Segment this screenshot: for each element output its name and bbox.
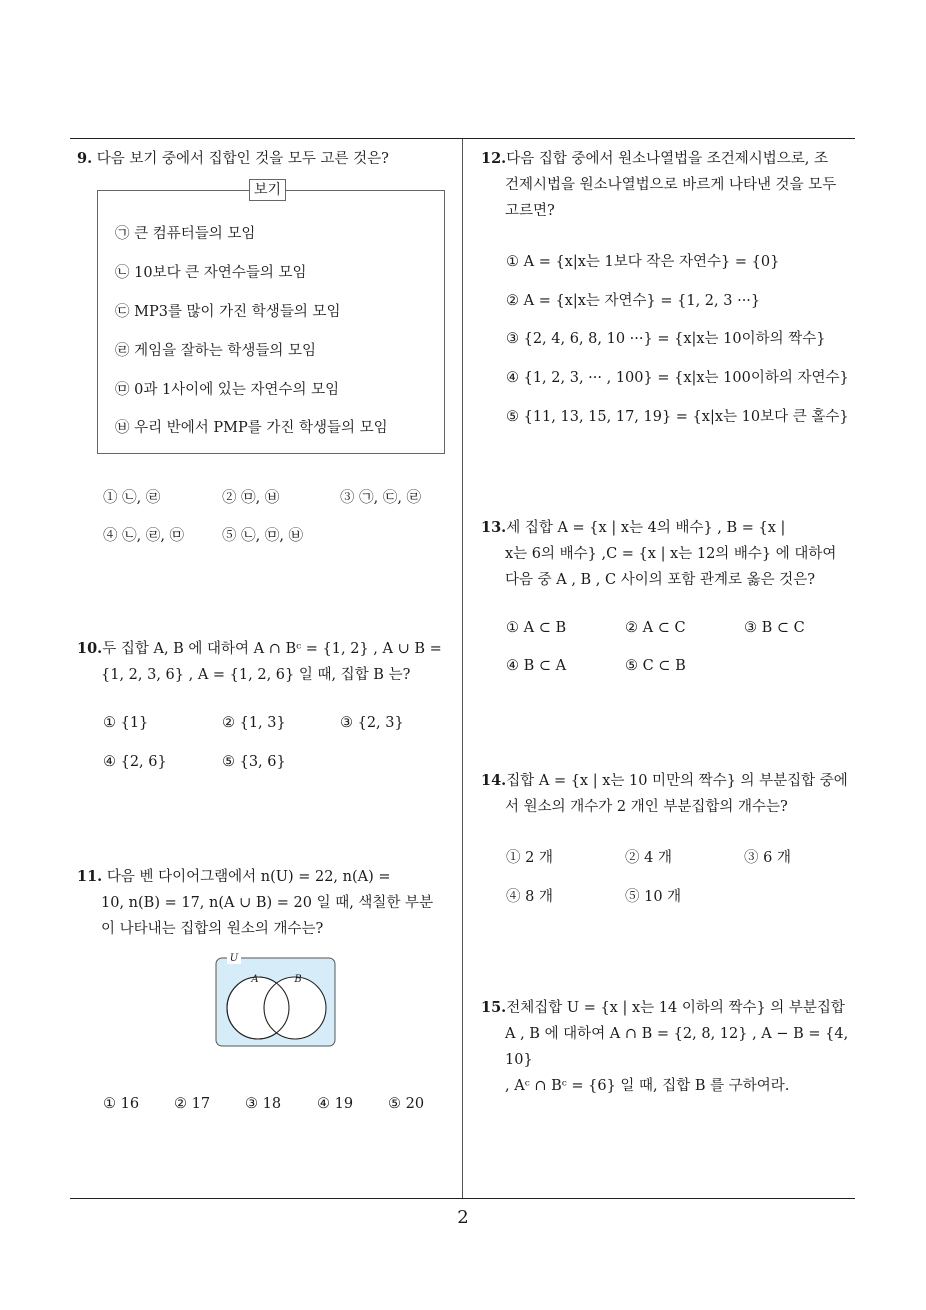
question-9 xyxy=(77,146,457,172)
question-stem-line: 다음 벤 다이어그램에서 n(U) = 22, n(A) = xyxy=(106,869,391,885)
question-stem-line: 두 집합 A, B 에 대하여 A ∩ Bᶜ = {1, 2} , A ∪ B = xyxy=(102,641,442,657)
question-stem-line: 이 나타내는 집합의 원소의 개수는? xyxy=(101,921,324,937)
choice-5[interactable]: ⑤ 10 개 xyxy=(625,889,682,905)
choice-3[interactable]: ③ B ⊂ C xyxy=(744,620,805,636)
question-number: 12. xyxy=(481,150,507,167)
bogi-item: ㉠ 큰 컴퓨터들의 모임 xyxy=(115,226,256,242)
choice-1[interactable]: ① 2 개 xyxy=(506,850,553,866)
choice-1[interactable]: ① ㉡, ㉣ xyxy=(103,490,161,506)
question-10 xyxy=(77,636,459,688)
universe-label: U xyxy=(229,953,239,964)
question-number: 9. xyxy=(77,150,93,167)
bogi-item: ㉥ 우리 반에서 PMP를 가진 학생들의 모임 xyxy=(115,420,388,436)
choice-1[interactable]: ① 16 xyxy=(103,1096,140,1112)
choice-3[interactable]: ③ ㉠, ㉢, ㉣ xyxy=(340,490,422,506)
choice-3[interactable]: ③ 18 xyxy=(245,1096,282,1112)
bogi-title: 보기 xyxy=(249,179,286,201)
choice-2[interactable]: ② ㉤, ㉥ xyxy=(222,490,280,506)
choice-5[interactable]: ⑤ 20 xyxy=(388,1096,425,1112)
choice-4[interactable]: ④ {2, 6} xyxy=(103,754,167,770)
choice-2[interactable]: ② A ⊂ C xyxy=(625,620,686,636)
question-stem-line: 집합 A = {x | x는 10 미만의 짝수} 의 부분집합 중에 xyxy=(506,773,848,789)
question-stem-line: A , B 에 대하여 A ∩ B = {2, 8, 12} , A − B = {4, 10} xyxy=(505,1026,849,1068)
question-13 xyxy=(481,515,861,593)
choice-4[interactable]: ④ B ⊂ A xyxy=(506,658,567,674)
choice-5[interactable]: ⑤ ㉡, ㉤, ㉥ xyxy=(222,528,304,544)
question-stem-line: 고르면? xyxy=(505,203,555,219)
choice-2[interactable]: ② A = {x|x는 자연수} = {1, 2, 3 ···} xyxy=(506,293,761,309)
set-a-label: A xyxy=(251,974,259,985)
question-number: 14. xyxy=(481,772,507,789)
question-stem-line: 다음 중 A , B , C 사이의 포함 관계로 옳은 것은? xyxy=(505,572,816,588)
question-12 xyxy=(481,146,861,224)
question-stem-line: 10, n(B) = 17, n(A ∪ B) = 20 일 때, 색칠한 부분 xyxy=(101,895,434,911)
choice-3[interactable]: ③ 6 개 xyxy=(744,850,791,866)
question-number: 15. xyxy=(481,999,507,1016)
bogi-item: ㉤ 0과 1사이에 있는 자연수의 모임 xyxy=(115,382,340,398)
question-stem-line: 다음 집합 중에서 원소나열법을 조건제시법으로, 조 xyxy=(506,151,829,167)
question-number: 10. xyxy=(77,640,103,657)
choice-5[interactable]: ⑤ {11, 13, 15, 17, 19} = {x|x는 10보다 큰 홀수} xyxy=(506,409,849,425)
set-b-label: B xyxy=(294,974,302,985)
choice-1[interactable]: ① {1} xyxy=(103,715,149,731)
question-14 xyxy=(481,768,861,820)
choice-4[interactable]: ④ {1, 2, 3, ··· , 100} = {x|x는 100이하의 자연수} xyxy=(506,370,849,386)
choice-5[interactable]: ⑤ {3, 6} xyxy=(222,754,286,770)
question-stem-line: 전체집합 U = {x | x는 14 이하의 짝수} 의 부분집합 xyxy=(506,1000,845,1016)
question-stem-line: , Aᶜ ∩ Bᶜ = {6} 일 때, 집합 B 를 구하여라. xyxy=(505,1078,790,1094)
choice-1[interactable]: ① A = {x|x는 1보다 작은 자연수} = {0} xyxy=(506,254,780,270)
venn-diagram xyxy=(215,952,337,1048)
choice-4[interactable]: ④ 8 개 xyxy=(506,889,553,905)
question-number: 11. xyxy=(77,868,103,885)
choice-2[interactable]: ② {1, 3} xyxy=(222,715,286,731)
choice-2[interactable]: ② 17 xyxy=(174,1096,211,1112)
bogi-item: ㉢ MP3를 많이 가진 학생들의 모임 xyxy=(115,304,341,320)
choice-1[interactable]: ① A ⊂ B xyxy=(506,620,567,636)
question-stem: 다음 보기 중에서 집합인 것을 모두 고른 것은? xyxy=(96,151,389,167)
question-number: 13. xyxy=(481,519,507,536)
bottom-rule xyxy=(70,1198,855,1199)
question-stem-line: 건제시법을 원소나열법으로 바르게 나타낸 것을 모두 xyxy=(505,177,837,193)
choice-4[interactable]: ④ 19 xyxy=(317,1096,354,1112)
question-stem-line: {1, 2, 3, 6} , A = {1, 2, 6} 일 때, 집합 B 는? xyxy=(101,667,411,683)
bogi-item: ㉡ 10보다 큰 자연수들의 모임 xyxy=(115,265,307,281)
page-number: 2 xyxy=(457,1207,469,1228)
question-stem-line: x는 6의 배수} ,C = {x | x는 12의 배수} 에 대하여 xyxy=(505,546,837,562)
set-b-circle xyxy=(264,977,326,1039)
question-15 xyxy=(481,995,861,1099)
question-11 xyxy=(77,864,459,942)
choice-5[interactable]: ⑤ C ⊂ B xyxy=(625,658,686,674)
question-stem-line: 서 원소의 개수가 2 개인 부분집합의 개수는? xyxy=(505,799,788,815)
choice-3[interactable]: ③ {2, 4, 6, 8, 10 ···} = {x|x는 10이하의 짝수} xyxy=(506,331,826,347)
column-divider xyxy=(462,139,463,1198)
question-stem-line: 세 집합 A = {x | x는 4의 배수} , B = {x | xyxy=(506,520,786,536)
bogi-item: ㉣ 게임을 잘하는 학생들의 모임 xyxy=(115,343,317,359)
choice-4[interactable]: ④ ㉡, ㉣, ㉤ xyxy=(103,528,185,544)
venn-svg xyxy=(215,952,337,1048)
choice-2[interactable]: ② 4 개 xyxy=(625,850,672,866)
choice-3[interactable]: ③ {2, 3} xyxy=(340,715,404,731)
